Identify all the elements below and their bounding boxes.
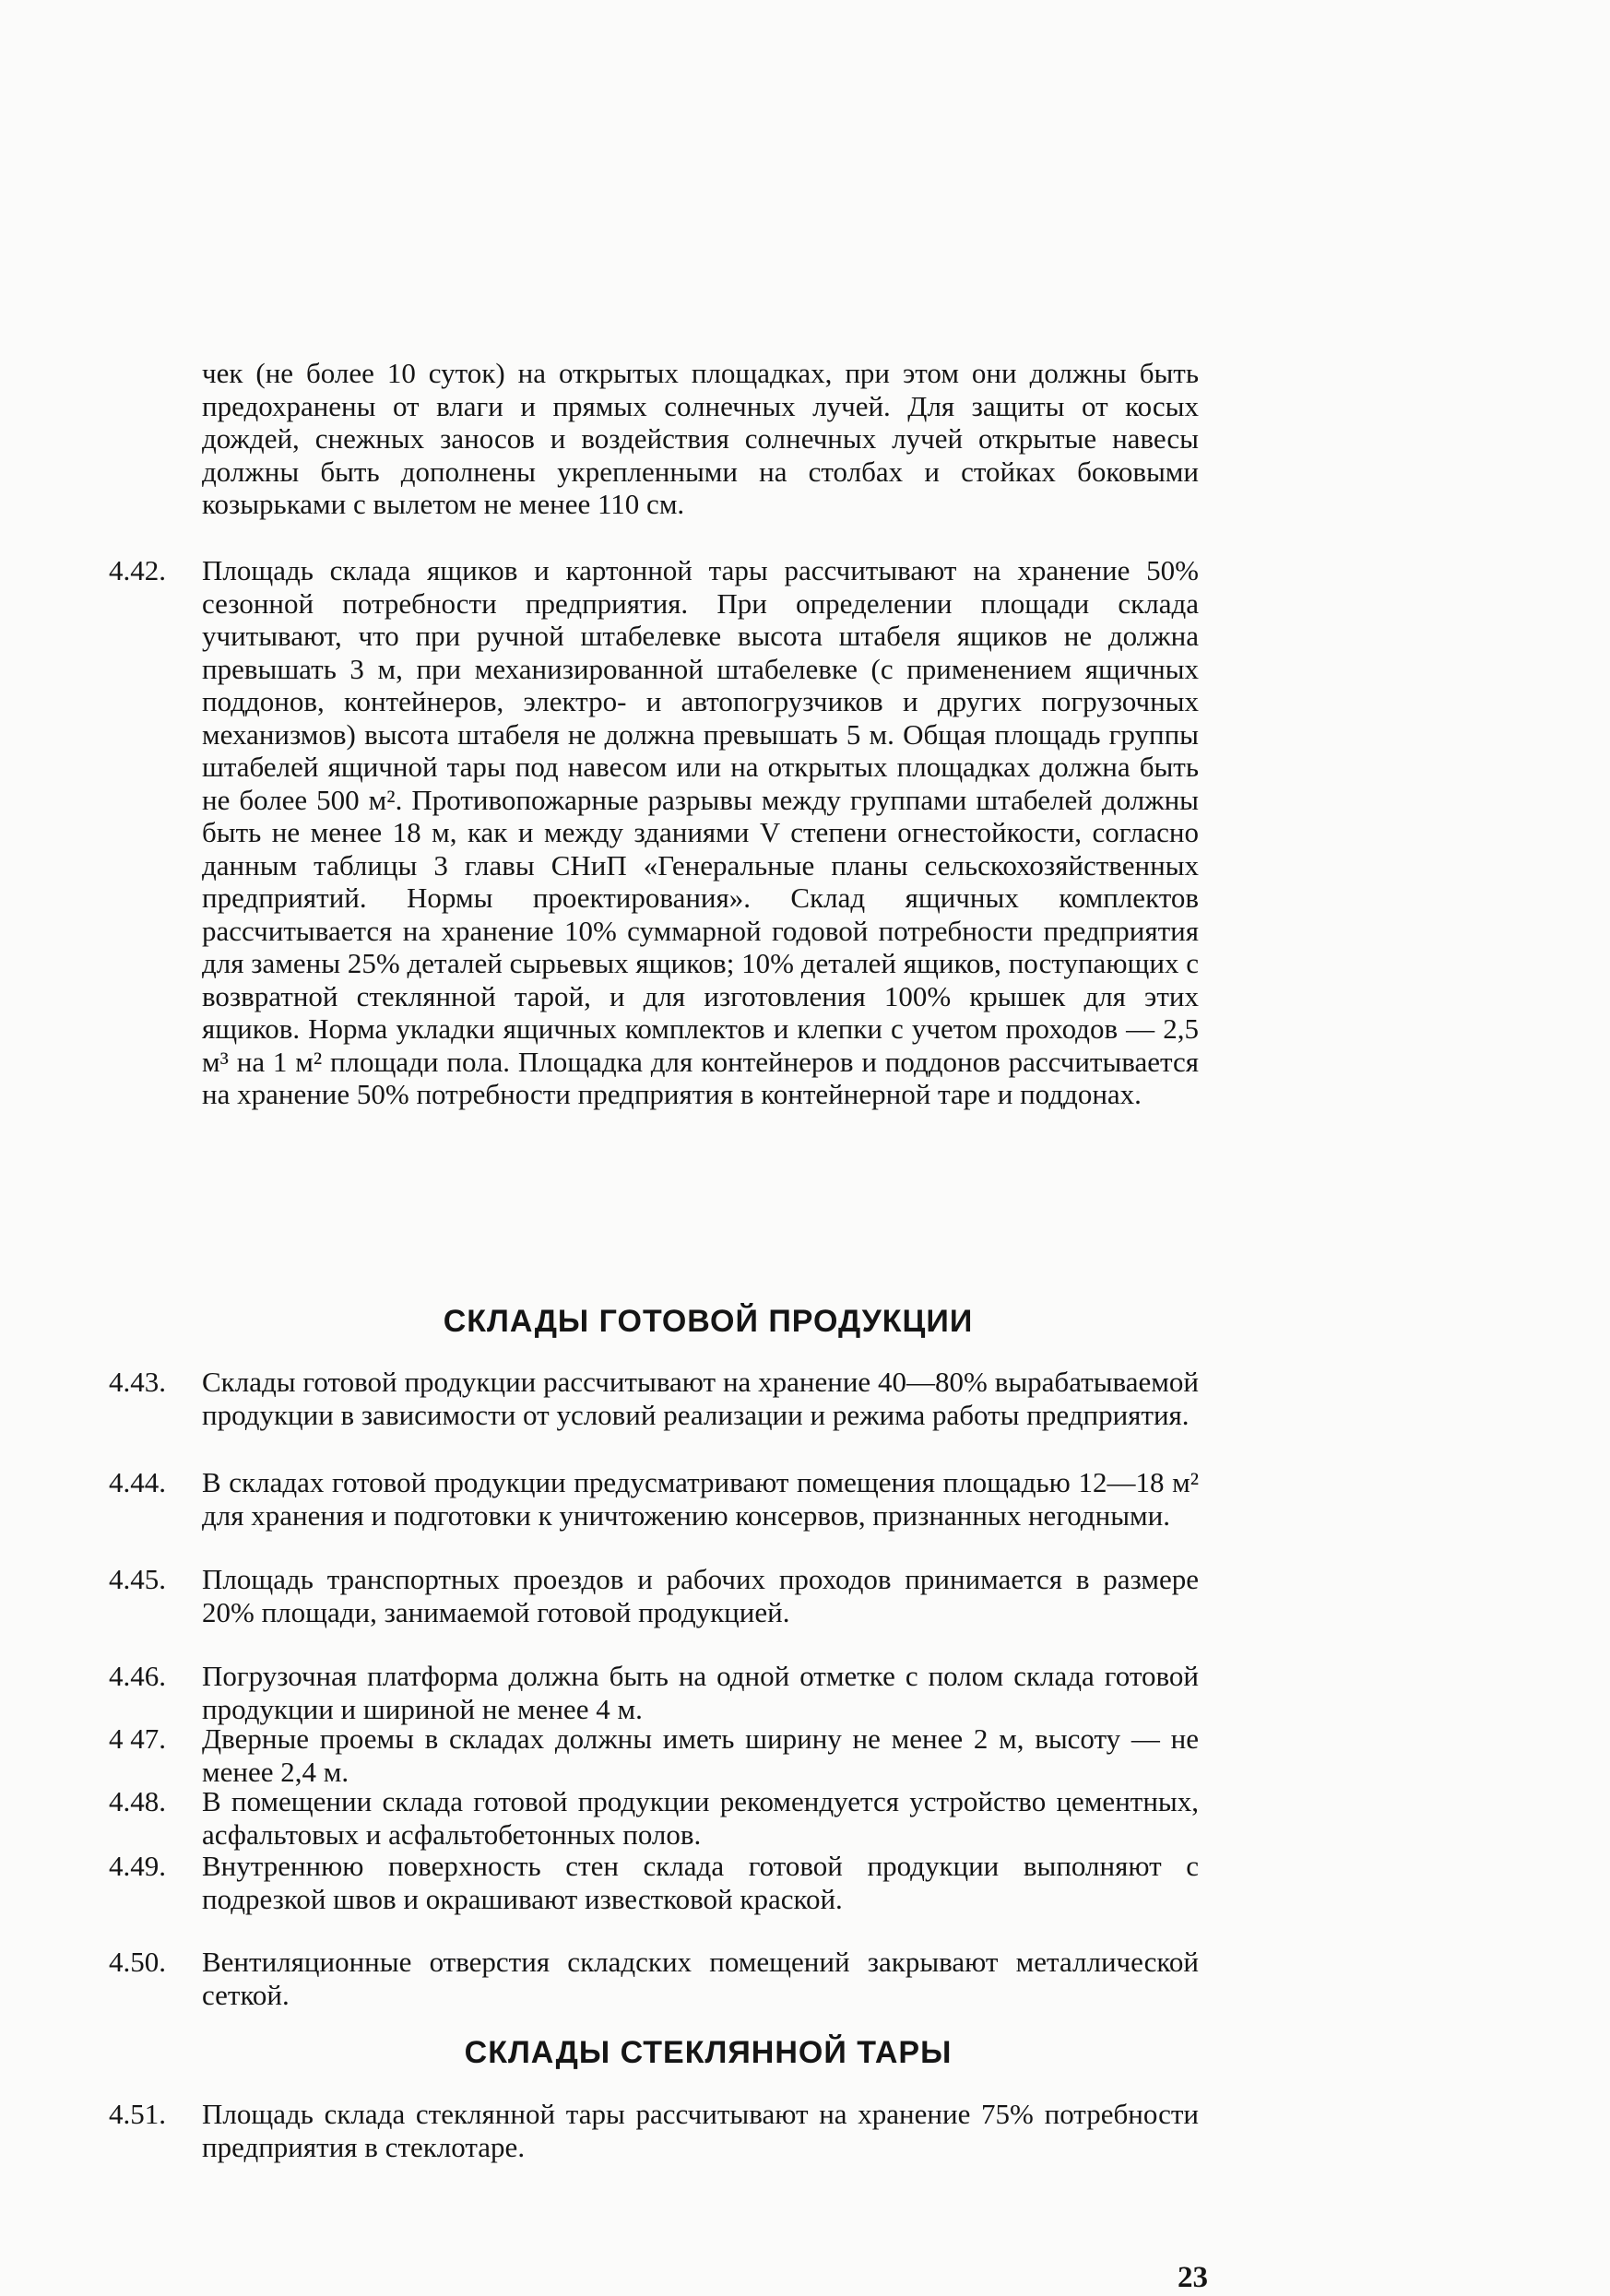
paragraph-number: 4.46. [109,1660,166,1692]
paragraph-number: 4.44. [109,1466,166,1498]
paragraph-text: Внутреннюю поверхность стен склада готовой продукции выполняют с подрезкой швов и окрашивают известковой краской. [202,1850,1199,1915]
paragraph-number: 4.51. [109,2098,166,2130]
paragraph-text: Склады готовой продукции рассчитывают на хранение 40—80% вырабатываемой продукции в зависимости от условий реализации и режима работы предприятия. [202,1366,1199,1431]
paragraph-text: Площадь склада ящиков и картонной тары рассчитывают на хранение 50% сезонной потребности предприятия. При определении площади склада учитывают, что при ручной штабелевке высота штабеля ящиков не должна превышать 3 м, при механизированной штабелевке (с применением ящичных поддонов, контейнеров, электро- и автопогрузчиков и других погрузочных механизмов) высота штабеля не должна превышать 5 м. Общая площадь группы штабелей ящичной тары под навесом или на открытых площадках должна быть не более 500 м². Противопожарные разрывы между группами штабелей должны быть не менее 18 м, как и между зданиями V степени огнестойкости, согласно данным таблицы 3 главы СНиП «Генеральные планы сельскохозяйственных предприятий. Нормы проектирования». Склад ящичных комплектов рассчитывается на хранение 10% суммарной годовой потребности предприятия для замены 25% деталей сырьевых ящиков; 10% деталей ящиков, поступающих с возвратной стеклянной тарой, и для изготовления 100% крышек для этих ящиков. Норма укладки ящичных комплектов и клепки с учетом проходов — 2,5 м³ на 1 м² площади пола. Площадка для контейнеров и поддонов рассчитывается на хранение 50% потребности предприятия в контейнерной таре и поддонах. [202,554,1199,1110]
section-heading-finished-goods: СКЛАДЫ ГОТОВОЙ ПРОДУКЦИИ [443,1304,974,1339]
paragraph-number: 4 47. [109,1722,166,1755]
page-number: 23 [1178,2261,1208,2294]
paragraph-text: Площадь склада стеклянной тары рассчитывают на хранение 75% потребности предприятия в стеклотаре. [202,2098,1199,2163]
paragraph-text: чек (не более 10 суток) на открытых площадках, при этом они должны быть предохранены от влаги и прямых солнечных лучей. Для защиты от косых дождей, снежных заносов и воздействия солнечных лучей открытые навесы должны быть дополнены укрепленными на столбах и стойках боковыми козырьками с вылетом не менее 110 см. [202,357,1199,520]
paragraph-number: 4.42. [109,554,166,586]
paragraph-text: В складах готовой продукции предусматривают помещения площадью 12—18 м² для хранения и подготовки к уничтожению консервов, признанных негодными. [202,1466,1199,1532]
paragraph-text: Дверные проемы в складах должны иметь ширину не менее 2 м, высоту — не менее 2,4 м. [202,1722,1199,1788]
paragraph-number: 4.45. [109,1563,166,1595]
section-heading-glass-containers: СКЛАДЫ СТЕКЛЯННОЙ ТАРЫ [464,2035,953,2070]
paragraph-number: 4.48. [109,1785,166,1817]
paragraph-number: 4.49. [109,1850,166,1882]
paragraph-number: 4.43. [109,1366,166,1398]
paragraph-number: 4.50. [109,1946,166,1978]
paragraph-text: Площадь транспортных проездов и рабочих проходов принимается в размере 20% площади, занимаемой готовой продукцией. [202,1563,1199,1628]
paragraph-text: Погрузочная платформа должна быть на одной отметке с полом склада готовой продукции и шириной не менее 4 м. [202,1660,1199,1725]
paragraph-text: В помещении склада готовой продукции рекомендуется устройство цементных, асфальтовых и асфальтобетонных полов. [202,1785,1199,1851]
paragraph-text: Вентиляционные отверстия складских помещений закрывают металлической сеткой. [202,1946,1199,2011]
